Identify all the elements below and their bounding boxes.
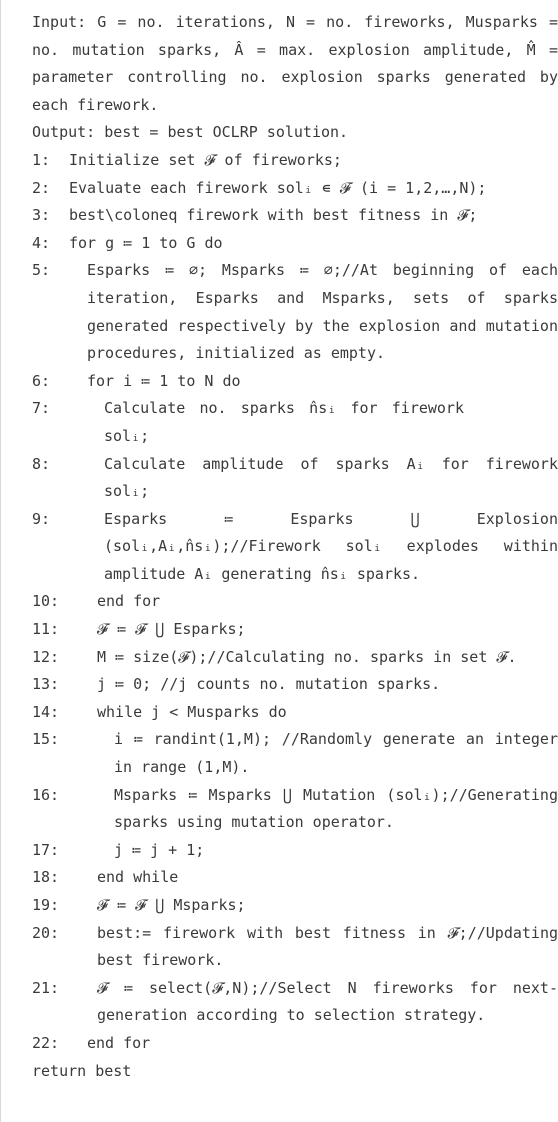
line-number: 8: [32, 454, 51, 473]
line-number: 10: [32, 592, 60, 611]
line-text: end for [87, 1033, 151, 1052]
line-text: i ≔ randint(1,M); //Randomly generate an integer in range (1,M). [114, 730, 558, 777]
algorithm-line-14 [32, 699, 558, 727]
line-text: 𝓕 ≔ 𝓕 ⋃ Msparks; [97, 896, 246, 914]
algorithm-line-9 [32, 506, 558, 589]
line-text: j ≔ j + 1; [114, 840, 205, 859]
line-number: 9: [32, 509, 51, 528]
algorithm-line-6 [32, 368, 558, 396]
line-text: end for [97, 592, 161, 611]
line-text: 𝓕 ≔ select(𝓕,N);//Select N fireworks for next-generation according to selection strategy. [97, 978, 558, 1025]
line-number: 19: [32, 896, 60, 914]
line-number: 15: [32, 730, 60, 749]
algorithm-return: return best [32, 1061, 132, 1080]
algorithm-line-13 [32, 671, 558, 699]
algorithm-line-15 [32, 726, 558, 781]
line-number: 1: [32, 150, 51, 169]
algorithm-line-7 [32, 395, 464, 450]
line-number: 14: [32, 702, 60, 721]
line-text: Calculate amplitude of sparks Aᵢ for firework solᵢ; [104, 454, 558, 501]
line-text: j ≔ 0; //j counts no. mutation sparks. [97, 675, 441, 694]
line-number: 11: [32, 620, 60, 639]
line-text: 𝓕 ≔ 𝓕 ⋃ Esparks; [97, 620, 246, 639]
algorithm-line-10 [32, 588, 558, 616]
line-text: Evaluate each firework solᵢ ∊ 𝓕 (i = 1,2,…,N); [69, 178, 487, 197]
line-number: 5: [32, 261, 51, 280]
algorithm-line-2 [32, 175, 558, 203]
algorithm-line-21 [32, 975, 558, 1030]
line-number: 6: [32, 371, 51, 390]
line-number: 16: [32, 785, 60, 804]
line-text: Esparks ≔ ∅; Msparks ≔ ∅;//At beginning of each iteration, Esparks and Msparks, sets of sparks generated respectively by the explosion and mutation procedures, initialized as empty. [87, 261, 558, 363]
algorithm-line-5 [32, 257, 558, 367]
line-number: 4: [32, 233, 51, 252]
line-text: end while [97, 868, 179, 887]
line-number: 13: [32, 675, 60, 694]
algorithm-input: Input: G = no. iterations, N = no. fireworks, Musparks = no. mutation sparks, Â = max. explosion amplitude, M̂ = parameter controlling no. explosion sparks generated by each firework. [32, 13, 558, 114]
line-text: best:= firework with best fitness in 𝓕;//Updating best firework. [97, 923, 558, 970]
line-number: 22: [32, 1033, 60, 1052]
line-text: best\coloneq firework with best fitness in 𝓕; [69, 206, 478, 225]
line-text: Initialize set 𝓕 of fireworks; [69, 150, 342, 169]
algorithm-line-17 [32, 837, 558, 865]
line-number: 20: [32, 923, 60, 942]
line-text: M ≔ size(𝓕);//Calculating no. sparks in set 𝓕. [97, 647, 517, 666]
line-text: Calculate no. sparks n̂sᵢ for firework solᵢ; [104, 399, 464, 445]
algorithm-line-18 [32, 864, 558, 892]
line-text: for g ≔ 1 to G do [69, 233, 223, 252]
algorithm-line-11 [32, 616, 558, 644]
algorithm-line-22 [32, 1030, 558, 1058]
line-number: 3: [32, 206, 51, 225]
line-number: 18: [32, 868, 60, 887]
algorithm-line-19 [32, 892, 558, 920]
line-number: 12: [32, 647, 60, 666]
line-text: Esparks ≔ Esparks ⋃ Explosion (solᵢ,Aᵢ,n̂sᵢ);//Firework solᵢ explodes within amplitude Aᵢ generating n̂sᵢ sparks. [104, 509, 558, 583]
line-text: Msparks ≔ Msparks ⋃ Mutation (solᵢ);//Generating sparks using mutation operator. [114, 785, 558, 832]
line-number: 17: [32, 840, 60, 859]
algorithm-line-12 [32, 644, 558, 672]
line-number: 2: [32, 178, 51, 197]
algorithm-line-3 [32, 202, 558, 230]
line-number: 21: [32, 978, 60, 997]
algorithm-output: Output: best = best OCLRP solution. [32, 123, 349, 142]
algorithm-line-8 [32, 451, 558, 506]
line-number: 7: [32, 399, 51, 418]
algorithm-line-20 [32, 920, 558, 975]
line-text: while j < Musparks do [97, 702, 287, 721]
algorithm-line-1 [32, 147, 558, 175]
algorithm-line-4 [32, 230, 558, 258]
line-text: for i ≔ 1 to N do [87, 371, 241, 390]
algorithm-line-16 [32, 782, 558, 837]
